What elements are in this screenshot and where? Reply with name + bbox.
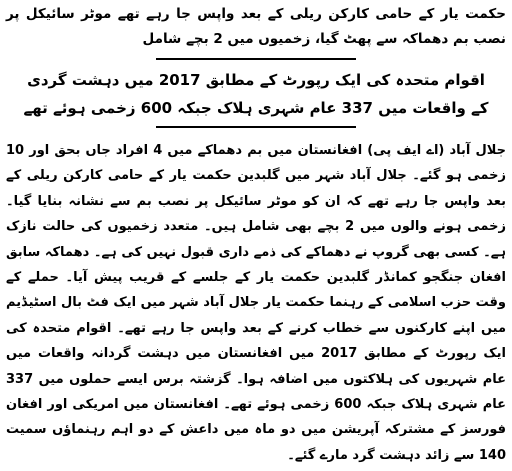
article-lead-headline: حکمت یار کے حامی کارکن ریلی کے بعد واپس جا رہے تھے موٹر سائیکل پر نصب بم دھماکہ سے پھٹ گیا، زخمیوں میں 2 بچے شامل xyxy=(6,6,506,47)
article-body: جلال آباد (اے ایف پی) افغانستان میں بم دھماکے میں 4 افراد جاں بحق اور 10 زخمی ہو گئے۔ جلال آباد شہر میں گلبدین حکمت یار کے حامی کارکن ریلی کے بعد واپس جا رہے تھے کہ ان کو موٹر سائیکل پر نصب بم سے نشانہ بنایا گیا۔ زخمی ہونے والوں میں 2 بچے بھی شامل ہیں۔ متعدد زخمیوں کی حالت نازک ہے۔ کسی بھی گروپ نے دھماکے کی ذمے داری قبول نہیں کی ہے۔ دھماکہ سابق افغان جنگجو کمانڈر گلبدین حکمت یار کے جلسے کے قریب پیش آیا۔ حملے کے وقت حزب اسلامی کے رہنما حکمت یار جلال آباد شہر میں ایک فٹ بال اسٹیڈیم میں اپنے کارکنوں سے خطاب کرنے کے بعد واپس جا رہے تھے۔ اقوام متحدہ کی ایک رپورٹ کے مطابق 2017 میں افغانستان میں دہشت گردانہ واقعات میں عام شہریوں کی ہلاکتوں میں اضافہ ہوا۔ گزشتہ برس ایسے حملوں میں 337 عام شہری ہلاک جبکہ 600 زخمی ہوئے تھے۔ افغانستان میں امریکی اور افغان فورسز کے مشترکہ آپریشن میں دو ماہ میں داعش کے دو اہم رہنماؤں سمیت 140 سے زائد دہشت گرد مارے گئے۔ xyxy=(6,143,507,463)
bottom-divider xyxy=(156,126,356,128)
highlight-box: اقوام متحدہ کی ایک رپورٹ کے مطابق 2017 میں دہشت گردی کے واقعات میں 337 عام شہری ہلاک جبکہ 600 زخمی ہوئے تھے xyxy=(23,71,489,117)
top-divider xyxy=(156,58,356,60)
